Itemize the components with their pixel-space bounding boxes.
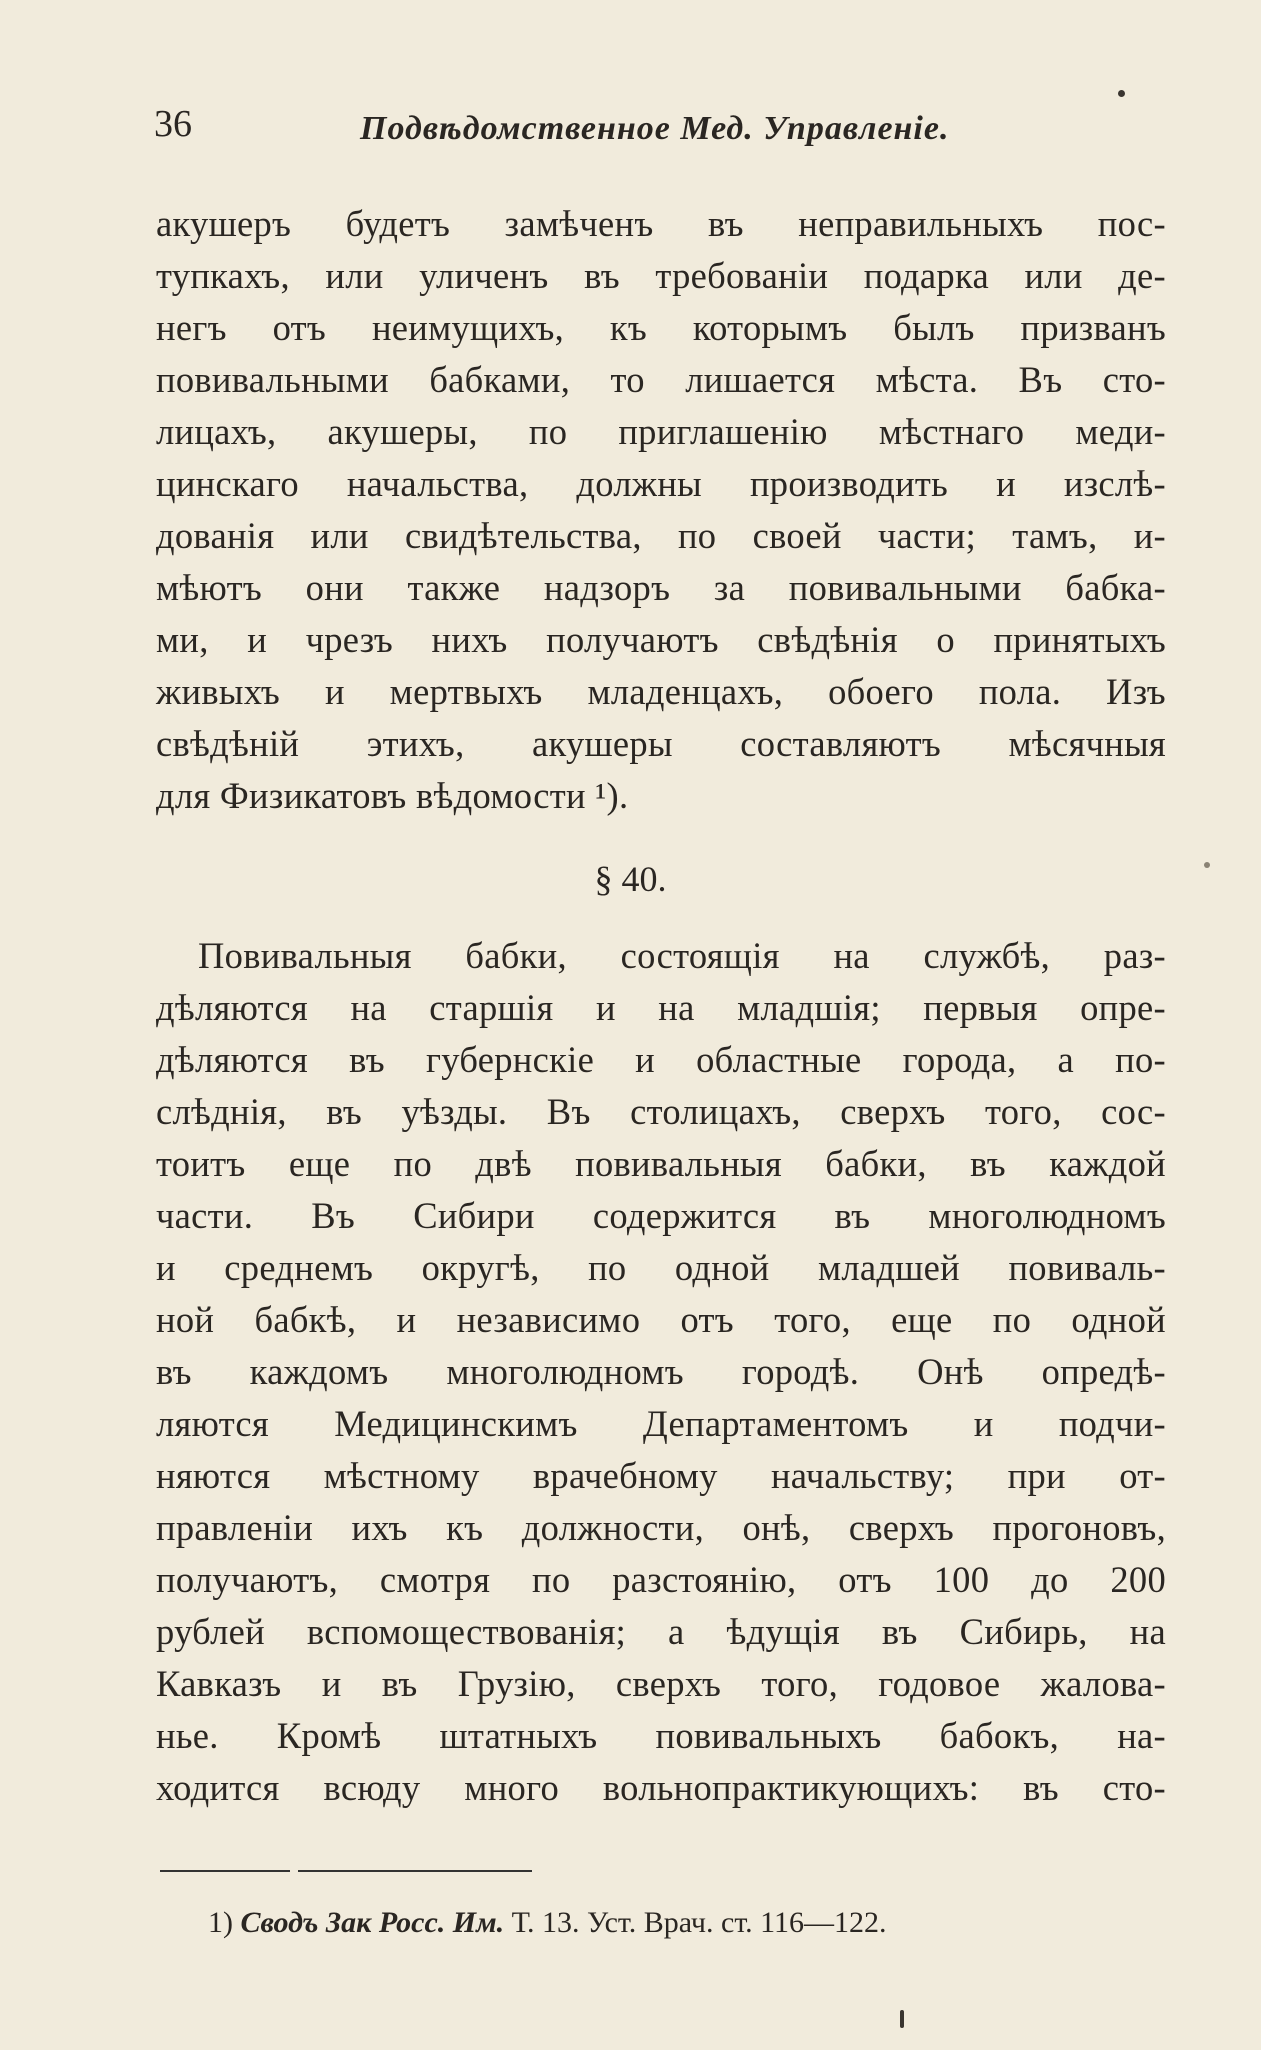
footnote-rule — [298, 1870, 532, 1872]
text-line: дѣляются на старшія и на младшія; первыя опре- — [156, 987, 1166, 1028]
footnote-source: Сводъ Зак Росс. Им. — [240, 1906, 505, 1939]
text-line: части. Въ Сибири содержится въ многолюдномъ — [156, 1195, 1166, 1236]
text-line: тоитъ еще по двѣ повивальныя бабки, въ каждой — [156, 1143, 1166, 1184]
text-line: правленіи ихъ къ должности, онѣ, сверхъ прогоновъ, — [156, 1507, 1166, 1548]
text-line: Кавказъ и въ Грузію, сверхъ того, годовое жалова- — [156, 1663, 1166, 1704]
text-line: для Физикатовъ вѣдомости ¹). — [156, 775, 629, 816]
print-speck — [1118, 90, 1125, 97]
text-line: ми, и чрезъ нихъ получаютъ свѣдѣнія о принятыхъ — [156, 619, 1166, 660]
text-line: свѣдѣній этихъ, акушеры составляютъ мѣсячныя — [156, 723, 1166, 764]
footnote — [208, 1906, 887, 1940]
section-heading: § 40. — [594, 859, 667, 899]
text-line: получаютъ, смотря по разстоянію, отъ 100 до 200 — [156, 1559, 1166, 1600]
footnote-rule — [160, 1870, 290, 1872]
text-line: ной бабкѣ, и независимо отъ того, еще по одной — [156, 1299, 1166, 1340]
text-line: слѣднія, въ уѣзды. Въ столицахъ, сверхъ того, сос- — [156, 1091, 1166, 1132]
text-line: повивальными бабками, то лишается мѣста. Въ сто- — [156, 359, 1166, 400]
text-line: акушеръ будетъ замѣченъ въ неправильныхъ пос- — [156, 203, 1166, 244]
text-line: тупкахъ, или уличенъ въ требованіи подарка или де- — [156, 255, 1166, 296]
text-line: негъ отъ неимущихъ, къ которымъ былъ призванъ — [156, 307, 1166, 348]
text-line: рублей вспомоществованія; а ѣдущія въ Сибирь, на — [156, 1611, 1166, 1652]
running-title: Подвѣдомственное Мед. Управленіе. — [360, 110, 950, 147]
text-line: нье. Кромѣ штатныхъ повивальныхъ бабокъ, на- — [156, 1715, 1166, 1756]
text-line: и среднемъ округѣ, по одной младшей повиваль- — [156, 1247, 1166, 1288]
footnote-marker: 1) — [208, 1906, 233, 1939]
text-line: ходится всюду много вольнопрактикующихъ: въ сто- — [156, 1767, 1166, 1808]
print-speck — [900, 2010, 904, 2028]
text-line: живыхъ и мертвыхъ младенцахъ, обоего пола. Изъ — [156, 671, 1166, 712]
text-line: цинскаго начальства, должны производить и изслѣ- — [156, 463, 1166, 504]
text-line: въ каждомъ многолюдномъ городѣ. Онѣ опредѣ- — [156, 1351, 1166, 1392]
print-speck — [1204, 862, 1210, 868]
page-number: 36 — [154, 103, 192, 145]
text-line: Повивальныя бабки, состоящія на службѣ, раз- — [198, 935, 1166, 976]
text-line: дѣляются въ губернскіе и областные города, а по- — [156, 1039, 1166, 1080]
text-line: ляются Медицинскимъ Департаментомъ и подчи- — [156, 1403, 1166, 1444]
text-line: няются мѣстному врачебному начальству; при от- — [156, 1455, 1166, 1496]
text-line: мѣютъ они также надзоръ за повивальными бабка- — [156, 567, 1166, 608]
page-header — [150, 102, 1150, 162]
text-line: дованія или свидѣтельства, по своей части; тамъ, и- — [156, 515, 1166, 556]
text-line: лицахъ, акушеры, по приглашенію мѣстнаго меди- — [156, 411, 1166, 452]
footnote-reference: Т. 13. Уст. Врач. ст. 116—122. — [511, 1906, 887, 1939]
